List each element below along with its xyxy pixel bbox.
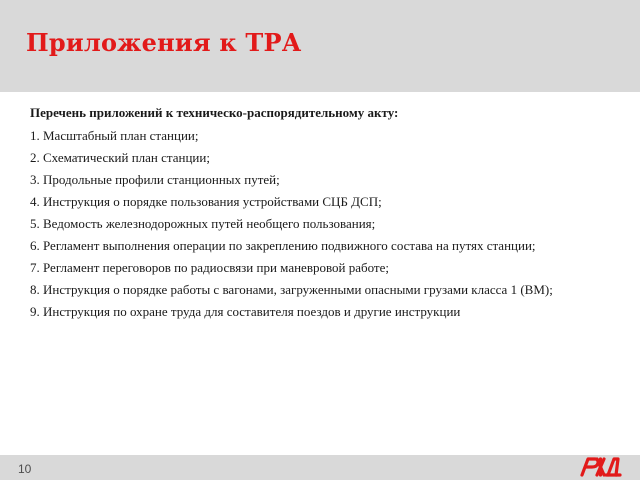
- list-item: 3. Продольные профили станционных путей;: [30, 172, 280, 187]
- page-number: 10: [18, 462, 32, 476]
- slide-content: [30, 105, 626, 326]
- list-intro: Перечень приложений к техническо-распорядительному акту:: [30, 105, 399, 120]
- list-item: 8. Инструкция о порядке работы с вагонами, загруженными опасными грузами класса 1 (ВМ);: [30, 282, 553, 297]
- rzd-logo-icon: [578, 456, 622, 478]
- list-item: 1. Масштабный план станции;: [30, 128, 199, 143]
- slide-title: Приложения к ТРА: [26, 28, 302, 57]
- list-item: 2. Схематический план станции;: [30, 150, 210, 165]
- list-item: 7. Регламент переговоров по радиосвязи при маневровой работе;: [30, 260, 389, 275]
- list-item: 4. Инструкция о порядке пользования устройствами СЦБ ДСП;: [30, 194, 382, 209]
- appendix-list: [30, 128, 626, 320]
- list-item: 6. Регламент выполнения операции по закреплению подвижного состава на путях станции;: [30, 238, 536, 253]
- list-item: 9. Инструкция по охране труда для составителя поездов и другие инструкции: [30, 304, 461, 319]
- footer-band: [0, 455, 640, 480]
- list-item: 5. Ведомость железнодорожных путей необщего пользования;: [30, 216, 376, 231]
